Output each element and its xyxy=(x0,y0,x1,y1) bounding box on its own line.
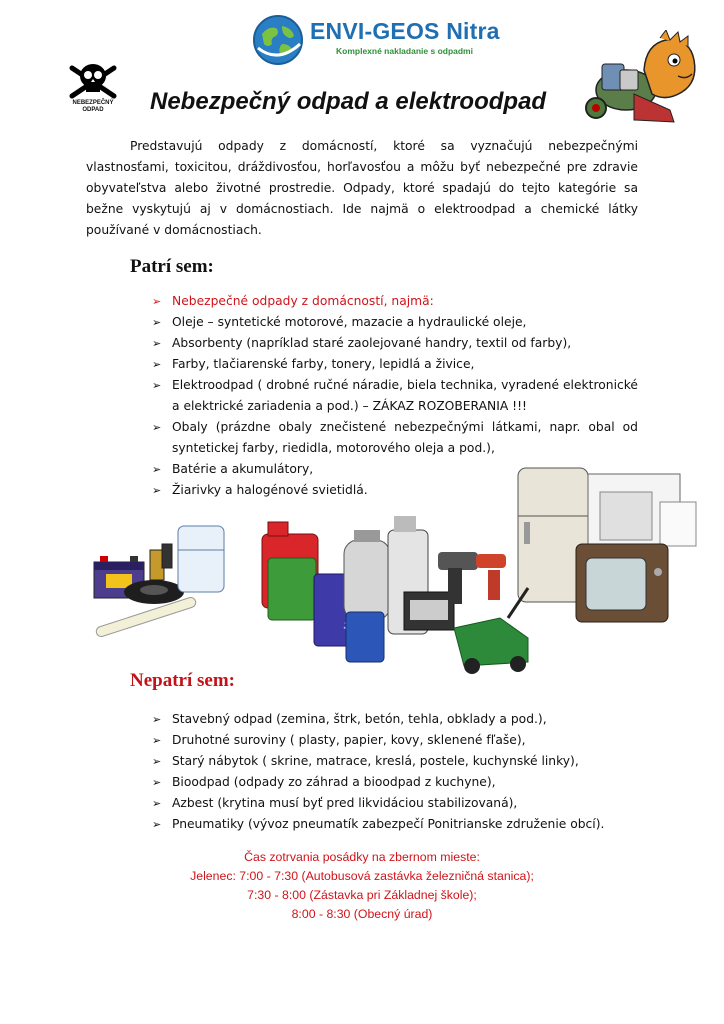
nepatri-list xyxy=(152,709,638,835)
schedule-line: Jelenec: 7:00 - 7:30 (Autobusová zastávka železničná stanica); xyxy=(190,869,534,883)
arrow-bullet-icon: ➢ xyxy=(152,776,162,789)
batteries-icon xyxy=(150,544,172,580)
intro-text: Predstavujú odpady z domácností, ktoré sa vyznačujú nebezpečnými vlastnosťami, toxicitou, dráždivosťou, horľavosťou a môžu byť nebezpečné pre zdravie obyvateľstva alebo životné prostredie. Odpady, ktoré spadajú do tejto kategórie sa bežne vyskytujú aj v domácnostiach. Ide najmä o elektroodpad a chemické látky používané v domácnostiach. xyxy=(86,139,638,237)
white-cabinet-icon xyxy=(588,474,696,546)
list-item xyxy=(152,772,638,793)
tire-icon xyxy=(124,580,184,604)
hazard-label-line2: ODPAD xyxy=(82,107,104,113)
list-item-text: Druhotné suroviny ( plasty, papier, kovy, sklenené fľaše), xyxy=(172,733,526,747)
arrow-bullet-icon: ➢ xyxy=(152,484,162,497)
patri-heading: Patrí sem: xyxy=(130,256,214,277)
arrow-bullet-icon: ➢ xyxy=(152,818,162,831)
arrow-bullet-icon: ➢ xyxy=(152,421,162,434)
logo-title: ENVI-GEOS Nitra xyxy=(310,18,500,44)
list-item-text: Farby, tlačiarenské farby, tonery, lepidlá a živice, xyxy=(172,357,475,371)
list-item-text: Oleje – syntetické motorové, mazacie a hydraulické oleje, xyxy=(172,315,527,329)
list-item-text: Starý nábytok ( skrine, matrace, kreslá, postele, kuchynské linky), xyxy=(172,754,579,768)
list-item-text: Stavebný odpad (zemina, štrk, betón, tehla, obklady a pod.), xyxy=(172,712,547,726)
list-item xyxy=(152,709,638,730)
list-item xyxy=(152,417,638,459)
arrow-bullet-icon: ➢ xyxy=(152,734,162,747)
green-canister-icon xyxy=(268,558,316,620)
lawn-mower-icon xyxy=(454,588,528,674)
arrow-bullet-icon: ➢ xyxy=(152,337,162,350)
gas-cylinder-icon xyxy=(344,530,390,620)
power-tools-icon xyxy=(438,552,506,604)
hazard-label-line1: NEBEZPEČNÝ xyxy=(72,100,114,106)
arrow-bullet-icon: ➢ xyxy=(152,463,162,476)
hazardous-waste-illustration xyxy=(88,462,724,676)
nepatri-heading: Nepatrí sem: xyxy=(130,670,235,691)
list-item-text: Žiarivky a halogénové svietidlá. xyxy=(172,483,368,497)
globe-logo-icon xyxy=(252,14,304,66)
arrow-bullet-icon: ➢ xyxy=(152,295,162,308)
schedule-line: Čas zotrvania posádky na zbernom mieste: xyxy=(244,850,480,864)
list-item-text: Pneumatiky (vývoz pneumatík zabezpečí Ponitrianske združenie obcí). xyxy=(172,817,605,831)
list-item xyxy=(152,730,638,751)
schedule-line: 7:30 - 8:00 (Zástavka pri Základnej škole); xyxy=(247,888,477,902)
list-item xyxy=(152,291,638,312)
schedule-line: 8:00 - 8:30 (Obecný úrad) xyxy=(291,907,433,921)
arrow-bullet-icon: ➢ xyxy=(152,316,162,329)
list-item-text: Absorbenty (napríklad staré zaolejované handry, textil od farby), xyxy=(172,336,572,350)
list-item xyxy=(152,793,638,814)
list-item xyxy=(152,354,638,375)
list-item xyxy=(152,814,638,835)
list-item-text: Nebezpečné odpady z domácností, najmä: xyxy=(172,294,434,308)
collection-schedule xyxy=(150,848,574,924)
hazard-label xyxy=(62,100,124,114)
list-item xyxy=(152,751,638,772)
arrow-bullet-icon: ➢ xyxy=(152,379,162,392)
arrow-bullet-icon: ➢ xyxy=(152,797,162,810)
list-item-text: Bioodpad (odpady zo záhrad a bioodpad z kuchyne), xyxy=(172,775,496,789)
list-item-text: Obaly (prázdne obaly znečistené nebezpečnými látkami, napr. obal od syntetickej farby, riedidla, motorového oleja a pod.), xyxy=(172,420,638,455)
list-item xyxy=(152,333,638,354)
list-item xyxy=(152,312,638,333)
arrow-bullet-icon: ➢ xyxy=(152,713,162,726)
small-fridge-icon xyxy=(178,526,224,592)
page-title: Nebezpečný odpad a elektroodpad xyxy=(150,88,547,115)
intro-paragraph xyxy=(86,136,638,241)
car-battery-2-icon xyxy=(404,592,454,630)
list-item-text: Azbest (krytina musí byť pred likvidáciou stabilizovaná), xyxy=(172,796,518,810)
blue-container-icon xyxy=(346,612,384,662)
list-item-text: Batérie a akumulátory, xyxy=(172,462,314,476)
arrow-bullet-icon: ➢ xyxy=(152,755,162,768)
arrow-bullet-icon: ➢ xyxy=(152,358,162,371)
old-tv-icon xyxy=(576,544,668,622)
logo-subtitle: Komplexné nakladanie s odpadmi xyxy=(336,46,473,56)
list-item-text: Elektroodpad ( drobné ručné náradie, biela technika, vyradené elektronické a elektrické zariadenia a pod.) – ZÁKAZ ROZOBERANIA !!! xyxy=(172,378,638,413)
recycling-cartoon-icon xyxy=(574,30,704,126)
list-item xyxy=(152,375,638,417)
